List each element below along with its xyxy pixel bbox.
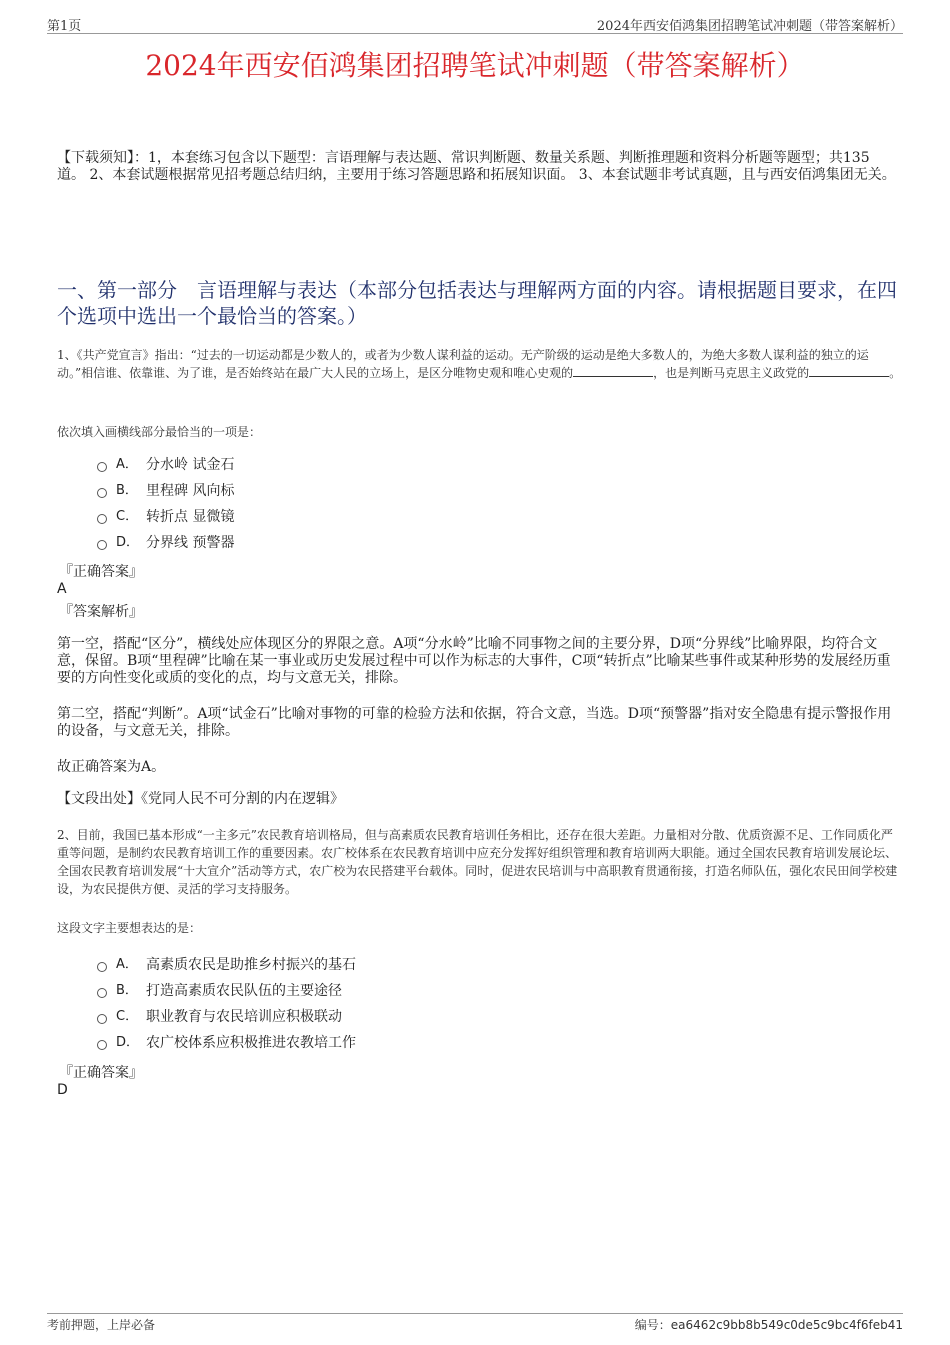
option-d[interactable] xyxy=(97,530,234,556)
analysis-label: 『答案解析』 xyxy=(59,604,143,620)
option-letter: A． xyxy=(116,457,138,472)
section-heading: 一、第一部分 言语理解与表达（本部分包括表达与理解两方面的内容。请根据题目要求，在四个选项中选出一个最恰当的答案。） xyxy=(57,278,897,328)
analysis-conclusion: 故正确答案为A。 xyxy=(57,759,166,775)
q1-text-part-b: ，也是判断马克思主义政党的 xyxy=(653,366,810,380)
radio-icon[interactable] xyxy=(97,488,107,498)
footer-slogan: 考前押题，上岸必备 xyxy=(47,1318,156,1332)
option-letter: A． xyxy=(116,957,138,972)
page-header xyxy=(47,15,903,34)
question-1-text xyxy=(57,346,902,382)
radio-icon[interactable] xyxy=(97,462,107,472)
page-footer xyxy=(47,1313,903,1332)
option-b[interactable] xyxy=(97,478,234,504)
download-notice: 【下载须知】：1，本套练习包含以下题型：言语理解与表达题、常识判断题、数量关系题、判断推理题和资料分析题等题型；共135道。 2、本套试题根据常见招考题总结归纳，主要用于练习答题思路和拓展知识面。 3、本套试题非考试真题，且与西安佰鸿集团无关。 xyxy=(57,150,896,183)
code-label: 编号： xyxy=(634,1318,671,1332)
correct-answer-label: 『正确答案』 xyxy=(59,564,143,580)
question-1-options xyxy=(97,452,234,556)
option-text: 转折点 显微镜 xyxy=(146,509,235,525)
correct-answer-label: 『正确答案』 xyxy=(59,1065,143,1081)
analysis-paragraph-2: 第二空，搭配“判断”。A项“试金石”比喻对事物的可靠的检验方法和依据，符合文意，当选。D项“预警器”指对安全隐患有提示警报作用的设备，与文意无关，排除。 xyxy=(57,706,892,739)
option-letter: C． xyxy=(116,1009,139,1024)
question-2-text: 2、目前，我国已基本形成“一主多元”农民教育培训格局，但与高素质农民教育培训任务相比，还存在很大差距。力量相对分散、优质资源不足、工作同质化严重等问题，是制约农民教育培训工作的重要因素。农广校体系在农民教育培训中应充分发挥好组织管理和教育培训两大职能。通过全国农民教育培训发展论坛、全国农民教育培训发展“十大宣介”活动等方式，农广校为农民搭建平台载体。同时，促进农民培训与中高职教育贯通衔接，打造名师队伍，强化农民田间学校建设，为农民提供方便、灵活的学习支持服务。 xyxy=(57,828,898,896)
correct-answer: D xyxy=(57,1082,68,1098)
radio-icon[interactable] xyxy=(97,514,107,524)
option-text: 打造高素质农民队伍的主要途径 xyxy=(146,983,342,999)
option-letter: B． xyxy=(116,983,138,998)
option-a[interactable] xyxy=(97,952,356,978)
option-text: 分水岭 试金石 xyxy=(146,457,235,473)
correct-answer: A xyxy=(57,581,67,597)
option-c[interactable] xyxy=(97,504,234,530)
question-2-prompt: 这段文字主要想表达的是： xyxy=(57,921,202,935)
option-a[interactable] xyxy=(97,452,234,478)
footer-code xyxy=(635,1316,903,1333)
option-letter: D． xyxy=(116,535,140,550)
option-c[interactable] xyxy=(97,1004,356,1030)
radio-icon[interactable] xyxy=(97,1040,107,1050)
option-letter: C． xyxy=(116,509,139,524)
question-2-options xyxy=(97,952,356,1056)
fill-blank-2 xyxy=(809,364,889,377)
option-text: 高素质农民是助推乡村振兴的基石 xyxy=(146,957,356,973)
option-letter: B． xyxy=(116,483,138,498)
option-d[interactable] xyxy=(97,1030,356,1056)
q1-text-part-a: 1、《共产党宣言》指出：“过去的一切运动都是少数人的，或者为少数人谋利益的运动。无产阶级的运动是绝大多数人的，为绝大多数人谋利益的独立的运动。”相信谁、依靠谁、为了谁，是否始终站在最广大人民的立场上，是区分唯物史观和唯心史观的 xyxy=(57,348,869,380)
source-note: 【文段出处】《党同人民不可分割的内在逻辑》 xyxy=(57,791,344,807)
option-b[interactable] xyxy=(97,978,356,1004)
radio-icon[interactable] xyxy=(97,1014,107,1024)
page-number: 第1页 xyxy=(47,19,82,34)
analysis-paragraph-1: 第一空，搭配“区分”，横线处应体现区分的界限之意。A项“分水岭”比喻不同事物之间的主要分界，D项“分界线”比喻界限，均符合文意，保留。B项“里程碑”比喻在某一事业或历史发展过程中可以作为标志的大事件，C项“转折点”比喻某些事件或某种形势的发展经历重要的方向性变化或质的变化的点，均与文意无关，排除。 xyxy=(57,636,891,686)
option-text: 里程碑 风向标 xyxy=(146,483,235,499)
radio-icon[interactable] xyxy=(97,540,107,550)
question-1-prompt: 依次填入画横线部分最恰当的一项是： xyxy=(57,425,262,439)
radio-icon[interactable] xyxy=(97,988,107,998)
option-text: 农广校体系应积极推进农教培工作 xyxy=(146,1035,356,1051)
option-text: 分界线 预警器 xyxy=(146,535,235,551)
header-doc-title: 2024年西安佰鸿集团招聘笔试冲刺题（带答案解析） xyxy=(596,19,903,34)
fill-blank-1 xyxy=(573,364,653,377)
code-value: ea6462c9bb8b549c0de5c9bc4f6feb41 xyxy=(670,1318,903,1332)
q1-text-part-c: 。 xyxy=(889,366,902,380)
option-text: 职业教育与农民培训应积极联动 xyxy=(146,1009,342,1025)
radio-icon[interactable] xyxy=(97,962,107,972)
document-title: 2024年西安佰鸿集团招聘笔试冲刺题（带答案解析） xyxy=(145,49,805,82)
option-letter: D． xyxy=(116,1035,140,1050)
